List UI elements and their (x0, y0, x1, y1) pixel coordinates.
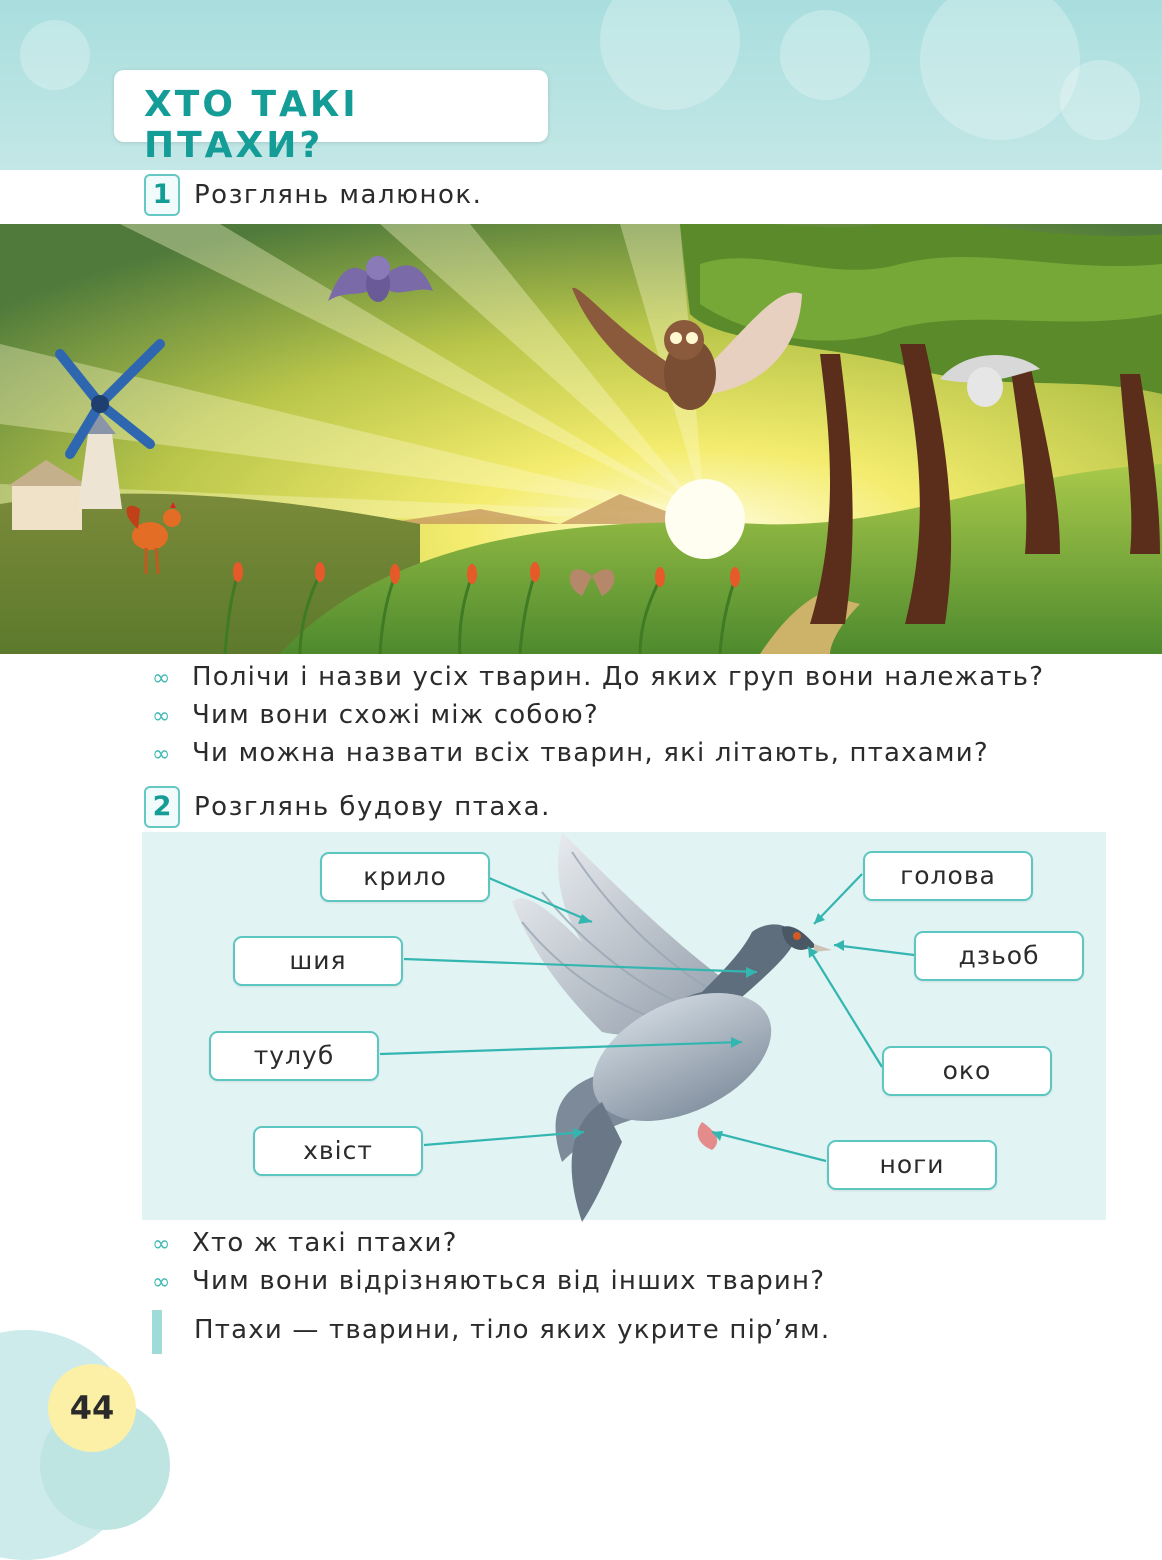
page-number: 44 (69, 1389, 115, 1427)
question-item (152, 1266, 825, 1296)
label-eye: око (882, 1046, 1052, 1096)
task-number-1: 1 (144, 174, 180, 216)
rule-marker (152, 1310, 162, 1354)
label-head: голова (863, 851, 1033, 901)
question-text: Хто ж такі птахи? (192, 1228, 458, 1258)
question-item (152, 1228, 458, 1258)
page-title: ХТО ТАКІ ПТАХИ? (144, 84, 359, 166)
question-item (152, 738, 989, 768)
bullet-icon: ∞ (152, 742, 172, 767)
question-item (152, 700, 599, 730)
task-2-text: Розглянь будову птаха. (194, 792, 551, 822)
label-wing: крило (320, 852, 490, 902)
title-box (114, 70, 548, 166)
label-beak: дзьоб (914, 931, 1084, 981)
label-body: тулуб (209, 1031, 379, 1081)
task-number-2: 2 (144, 786, 180, 828)
bullet-icon: ∞ (152, 704, 172, 729)
question-text: Чим вони схожі між собою? (192, 700, 599, 730)
question-text: Чим вони відрізняються від інших тварин? (192, 1266, 826, 1296)
bullet-icon: ∞ (152, 1270, 172, 1295)
label-tail: хвіст (253, 1126, 423, 1176)
question-text: Полічи і назви усіх тварин. До яких груп вони належать? (192, 662, 1045, 692)
landscape-illustration (0, 224, 1162, 654)
question-item (152, 662, 1044, 692)
rule-text: Птахи — тварини, тіло яких укрите пір’ям. (194, 1315, 831, 1345)
question-text: Чи можна назвати всіх тварин, які літають, птахами? (192, 738, 989, 768)
bullet-icon: ∞ (152, 666, 172, 691)
label-legs: ноги (827, 1140, 997, 1190)
task-1-text: Розглянь малюнок. (194, 180, 483, 210)
label-neck: шия (233, 936, 403, 986)
bullet-icon: ∞ (152, 1232, 172, 1257)
